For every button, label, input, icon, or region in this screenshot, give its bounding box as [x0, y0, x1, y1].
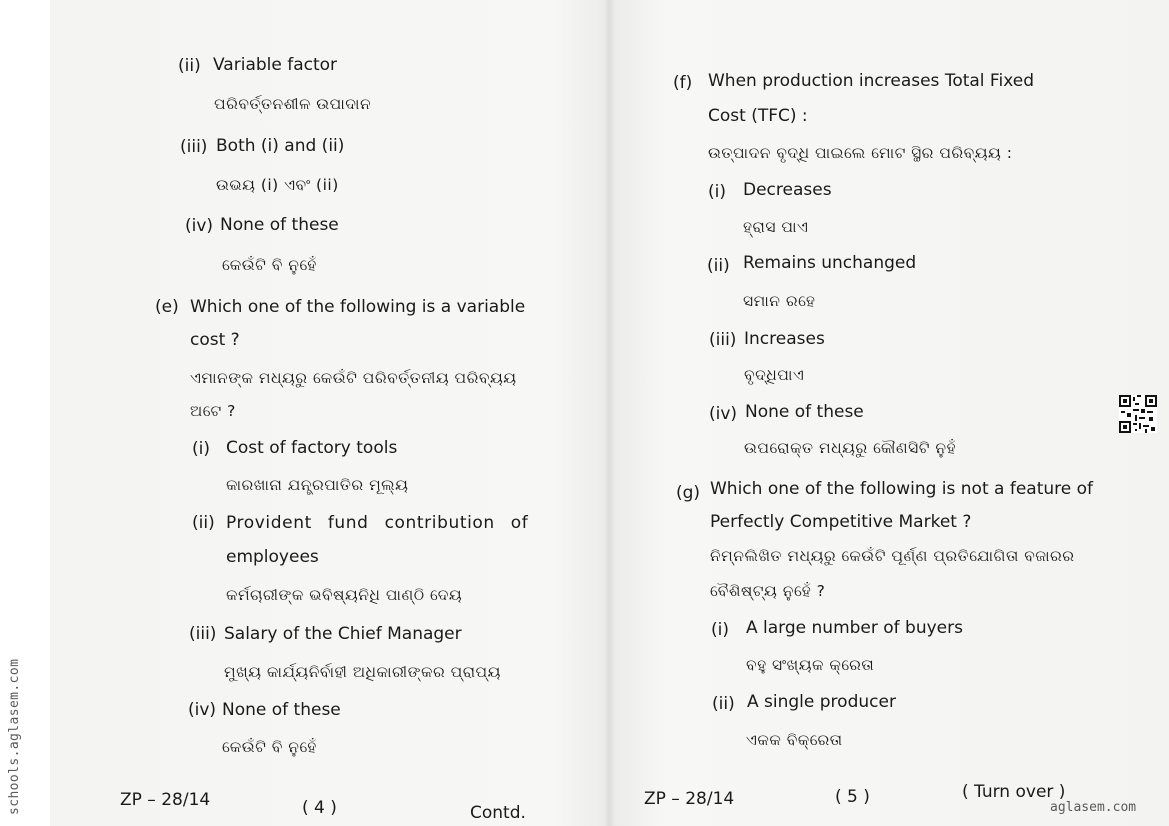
- option-e-iv-english: None of these: [222, 700, 341, 720]
- question-e-text-line1: Which one of the following is a variable: [190, 297, 526, 317]
- option-g-i-odia: ବହୁ ସଂଖ୍ୟକ କ୍ରେତା: [746, 656, 875, 674]
- bottom-watermark: aglasem.com: [1050, 800, 1137, 815]
- option-f-iv-odia: ଉପରୋକ୍ତ ମଧ୍ୟରୁ କୌଣସିଟି ନୁହଁ: [744, 439, 957, 457]
- side-watermark: schools.aglasem.com: [7, 658, 22, 815]
- question-e-odia-line2: ଅଟେ ?: [190, 402, 236, 420]
- option-f-iii-english: Increases: [744, 329, 825, 349]
- option-g-i-label: (i): [711, 620, 729, 640]
- option-f-i-label: (i): [708, 182, 726, 202]
- right-footer-paper-code: ZP – 28/14: [644, 789, 735, 809]
- option-f-iv-label: (iv): [709, 404, 738, 424]
- question-e-text-line2: cost ?: [190, 330, 240, 350]
- option-e-iii-label: (iii): [189, 624, 217, 644]
- option-d-iv-odia: କେଉଁଟି ବି ନୁହେଁ: [222, 256, 317, 274]
- qr-code-icon: [1119, 395, 1157, 433]
- option-e-ii-odia: କର୍ମଚାରୀଙ୍କ ଭବିଷ୍ୟନିଧି ପାଣ୍ଠି ଦେୟ: [226, 586, 463, 604]
- option-d-iv-label: (iv): [185, 216, 214, 236]
- left-footer-contd: Contd.: [470, 803, 526, 823]
- option-d-iv-english: None of these: [220, 215, 339, 235]
- option-f-ii-odia: ସମାନ ରହେ: [743, 292, 816, 310]
- option-f-i-english: Decreases: [743, 180, 832, 200]
- option-e-iii-odia: ମୁଖ୍ୟ କାର୍ଯ୍ୟନିର୍ବାହୀ ଅଧିକାରୀଙ୍କର ପ୍ରାପ୍ୟ: [224, 663, 501, 681]
- option-d-ii-odia: ପରିବର୍ତ୍ତନଶୀଳ ଉପାଦାନ: [214, 95, 372, 113]
- option-g-i-english: A large number of buyers: [746, 618, 963, 638]
- option-f-iv-english: None of these: [745, 402, 864, 422]
- left-footer-page-number: ( 4 ): [302, 798, 337, 818]
- option-d-ii-english: Variable factor: [213, 55, 338, 75]
- option-e-ii-english-line2: employees: [226, 547, 319, 567]
- question-f-label: (f): [673, 73, 693, 93]
- option-f-iii-label: (iii): [709, 330, 737, 350]
- option-e-ii-english-line1: Provident fund contribution of: [226, 513, 529, 533]
- option-e-iv-label: (iv): [188, 700, 217, 720]
- option-d-iii-english: Both (i) and (ii): [216, 136, 345, 156]
- option-e-ii-label: (ii): [192, 513, 215, 533]
- question-e-label: (e): [155, 297, 179, 317]
- option-f-i-odia: ହ୍ରାସ ପାଏ: [743, 218, 809, 236]
- option-f-ii-english: Remains unchanged: [743, 253, 917, 273]
- option-d-iii-odia: ଉଭୟ (i) ଏବଂ (ii): [216, 176, 339, 194]
- option-e-iv-odia: କେଉଁଟି ବି ନୁହେଁ: [222, 738, 317, 756]
- question-g-label: (g): [676, 483, 701, 503]
- option-f-iii-odia: ବୃଦ୍ଧିପାଏ: [744, 366, 805, 384]
- option-e-i-label: (i): [192, 439, 210, 459]
- question-g-text-line2: Perfectly Competitive Market ?: [710, 512, 972, 532]
- option-f-ii-label: (ii): [707, 256, 730, 276]
- option-d-ii-label: (ii): [178, 56, 201, 76]
- option-g-ii-english: A single producer: [747, 692, 896, 712]
- question-f-odia-line1: ଉତ୍ପାଦନ ବୃଦ୍ଧି ପାଇଲେ ମୋଟ ସ୍ଥିର ପରିବ୍ୟୟ :: [708, 144, 1013, 162]
- question-g-odia-line2: ବୈଶିଷ୍ଟ୍ୟ ନୁହେଁ ?: [710, 582, 826, 600]
- option-e-i-english: Cost of factory tools: [226, 438, 398, 458]
- right-footer-turn-over: ( Turn over ): [962, 782, 1066, 802]
- option-e-iii-english: Salary of the Chief Manager: [224, 624, 462, 644]
- option-g-ii-odia: ଏକକ ବିକ୍ରେତା: [746, 731, 843, 749]
- question-e-odia-line1: ଏମାନଙ୍କ ମଧ୍ୟରୁ କେଉଁଟି ପରିବର୍ତ୍ତନୀୟ ପରିବ୍ୟୟ: [190, 369, 517, 387]
- question-f-text-line2: Cost (TFC) :: [708, 106, 808, 126]
- question-f-text-line1: When production increases Total Fixed: [708, 71, 1034, 91]
- question-g-odia-line1: ନିମ୍ନଲିଖିତ ମଧ୍ୟରୁ କେଉଁଟି ପୂର୍ଣ୍ଣ ପ୍ରତିଯୋଗିତା ବଜାରର: [710, 547, 1075, 565]
- option-d-iii-label: (iii): [180, 137, 208, 157]
- left-footer-paper-code: ZP – 28/14: [120, 790, 211, 810]
- question-g-text-line1: Which one of the following is not a feature of: [710, 479, 1094, 499]
- right-footer-page-number: ( 5 ): [835, 787, 870, 807]
- option-e-i-odia: କାରଖାନା ଯନ୍ତ୍ରପାତିର ମୂଲ୍ୟ: [226, 476, 409, 494]
- option-g-ii-label: (ii): [712, 694, 735, 714]
